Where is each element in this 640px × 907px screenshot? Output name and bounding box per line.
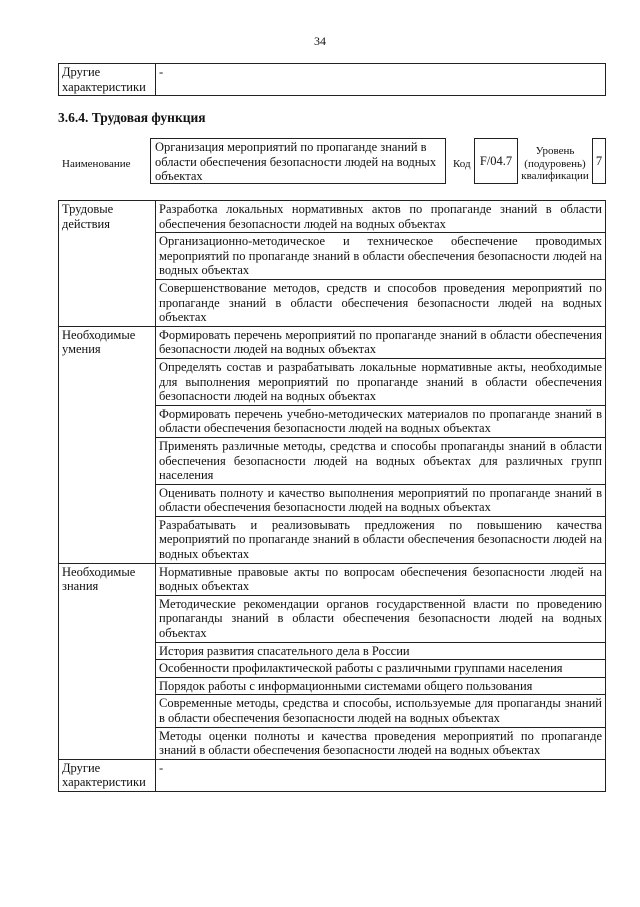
category-label: Другие характеристики — [59, 759, 156, 791]
category-label: Трудовые действия — [59, 201, 156, 327]
top-other-characteristics-table — [58, 63, 606, 96]
section-title: 3.6.4. Трудовая функция — [58, 110, 206, 125]
requirement-item: - — [156, 759, 606, 791]
level-caption: Уровень (подуровень) квалификации — [521, 145, 589, 182]
name-caption: Наименование — [62, 158, 131, 170]
name-value: Организация мероприятий по пропаганде знаний в области обеспечения безопасности людей на водных объектах — [150, 138, 446, 184]
table-row — [59, 563, 606, 595]
requirement-item: Разрабатывать и реализовывать предложения по повышению качества мероприятий по пропаганде знаний в области обеспечения безопасности людей на водных объектах — [156, 516, 606, 563]
requirement-item: Методические рекомендации органов государственной власти по проведению пропаганды знаний в области обеспечения безопасности людей на водных объектах — [156, 595, 606, 642]
page-number: 34 — [314, 34, 326, 48]
requirement-item: Оценивать полноту и качество выполнения мероприятий по пропаганде знаний в области обеспечения безопасности людей на водных объектах — [156, 484, 606, 516]
requirement-item: Организационно-методическое и техническое обеспечение проводимых мероприятий по пропаганде знаний в области обеспечения безопасности людей на водных объектах — [156, 233, 606, 280]
category-label: Необходимые знания — [59, 563, 156, 759]
requirement-item: Совершенствование методов, средств и способов проведения мероприятий по пропаганде знаний в области обеспечения безопасности людей на водных объектах — [156, 279, 606, 326]
labor-function-table — [58, 200, 606, 792]
requirement-item: История развития спасательного дела в России — [156, 642, 606, 660]
other-characteristics-value: - — [156, 64, 606, 96]
requirement-item: Особенности профилактической работы с различными группами населения — [156, 660, 606, 678]
requirement-item: Применять различные методы, средства и способы пропаганды знаний в области обеспечения безопасности людей на водных объектах для различных групп населения — [156, 437, 606, 484]
requirement-item: Определять состав и разрабатывать локальные нормативные акты, необходимые для выполнения мероприятий по пропаганде знаний в области обеспечения безопасности людей на водных объектах — [156, 358, 606, 405]
requirement-item: Разработка локальных нормативных актов по пропаганде знаний в области обеспечения безопасности людей на водных объектах — [156, 201, 606, 233]
code-caption: Код — [453, 158, 471, 170]
other-characteristics-label: Другие характеристики — [59, 64, 156, 96]
table-row — [59, 759, 606, 791]
category-label: Необходимые умения — [59, 326, 156, 563]
requirement-item: Формировать перечень мероприятий по пропаганде знаний в области обеспечения безопасности людей на водных объектах — [156, 326, 606, 358]
table-row — [59, 201, 606, 233]
table-row — [59, 326, 606, 358]
level-value: 7 — [592, 138, 606, 184]
requirement-item: Нормативные правовые акты по вопросам обеспечения безопасности людей на водных объектах — [156, 563, 606, 595]
requirement-item: Формировать перечень учебно-методических материалов по пропаганде знаний в области обеспечения безопасности людей на водных объектах — [156, 405, 606, 437]
requirement-item: Современные методы, средства и способы, используемые для пропаганды знаний в области обеспечения безопасности людей на водных объектах — [156, 695, 606, 727]
requirement-item: Порядок работы с информационными системами общего пользования — [156, 677, 606, 695]
code-value: F/04.7 — [474, 138, 518, 184]
requirement-item: Методы оценки полноты и качества проведения мероприятий по пропаганде знаний в области обеспечения безопасности людей на водных объектах — [156, 727, 606, 759]
